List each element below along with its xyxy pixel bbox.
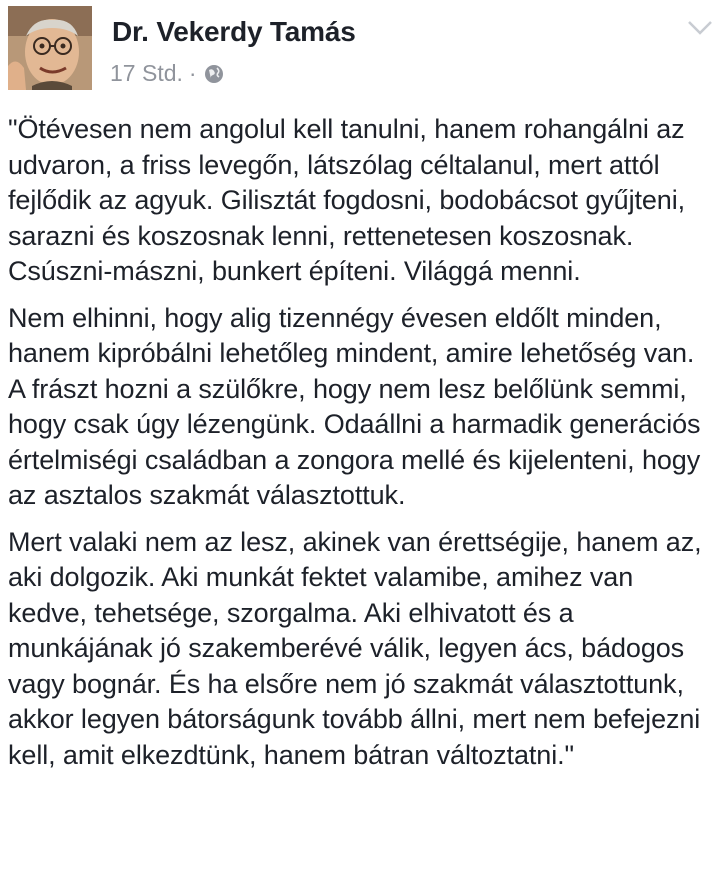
chevron-down-icon[interactable] <box>686 18 714 38</box>
post-meta <box>110 60 225 87</box>
avatar-photo <box>8 6 92 90</box>
globe-icon[interactable] <box>203 63 225 85</box>
avatar[interactable] <box>8 6 92 90</box>
author-name[interactable]: Dr. Vekerdy Tamás <box>112 16 356 47</box>
post-timestamp[interactable]: 17 Std. <box>110 60 183 86</box>
post-paragraph-2: Nem elhinni, hogy alig tizennégy évesen eldőlt minden, hanem kipróbálni lehetőleg mindent, amire lehetőség van. A frászt hozni a szülőkre, hogy nem lesz belőlünk semmi, hogy csak úgy lézengünk. Odaállni a harmadik generációs értelmiségi családban a zongora mellé és kijelenteni, hogy az asztalos szakmát választottuk. <box>8 302 701 510</box>
meta-separator: · <box>188 60 197 86</box>
post-paragraph-1: "Ötévesen nem angolul kell tanulni, hanem rohangálni az udvaron, a friss levegőn, látszólag céltalanul, mert attól fejlődik az agyuk. Gilisztát fogdosni, bodobácsot gyűjteni, sarazni és koszosnak lenni, rettenetesen koszosnak. Csúszni-mászni, bunkert építeni. Világgá menni. <box>8 114 685 286</box>
post-body <box>8 112 716 784</box>
post-header <box>0 0 720 100</box>
post-paragraph-3: Mert valaki nem az lesz, akinek van érettségije, hanem az, aki dolgozik. Aki munkát fektet valamibe, amihez van kedve, tehetsége, szorgalma. Aki elhivatott és a munkájának jó szakemberévé válik, legyen ács, bádogos vagy bognár. És ha elsőre nem jó szakmát választottunk, akkor legyen bátorságunk tovább állni, mert nem befejezni kell, amit elkezdtünk, hanem bátran változtatni." <box>8 526 702 770</box>
